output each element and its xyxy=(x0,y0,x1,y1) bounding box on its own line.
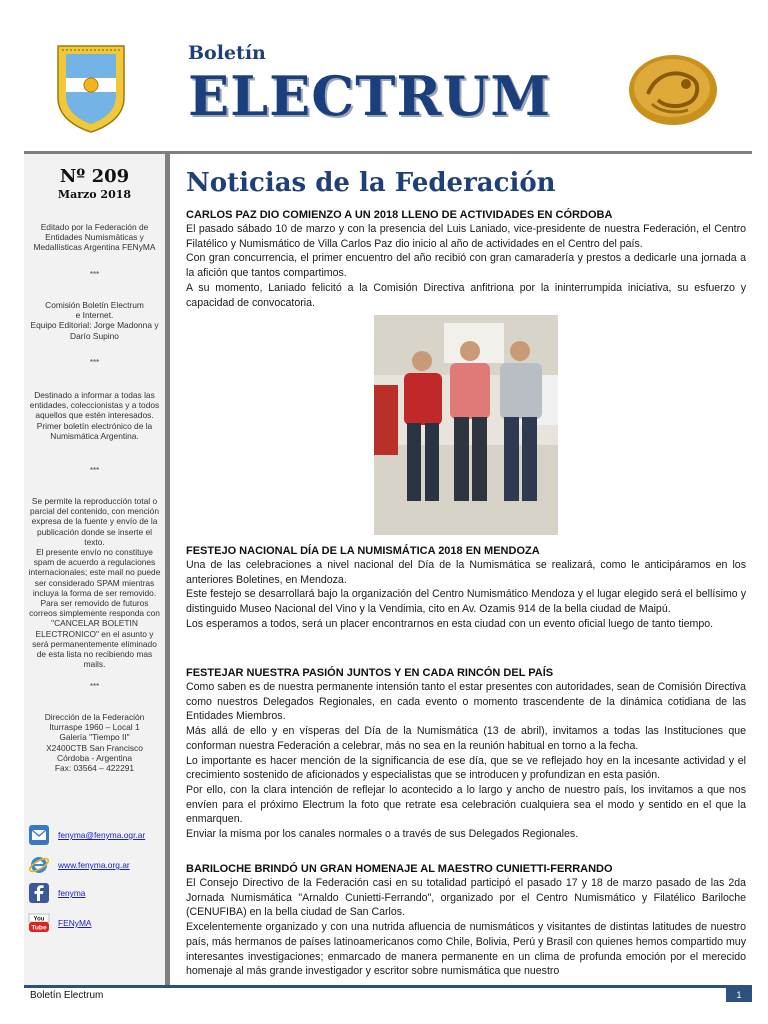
issue-date: Marzo 2018 xyxy=(57,188,132,201)
sidebar-publisher: Editado por la Federación de Entidades Numismáticas y Medallísticas Argentina FENyMA xyxy=(33,222,156,253)
article-paragraph: Los esperamos a todos, será un placer encontrarnos en esta ciudad con un evento oficial luego de tanto tiempo. xyxy=(186,617,714,630)
event-photo xyxy=(374,315,558,535)
svg-text:You: You xyxy=(33,916,45,923)
facebook-link[interactable]: fenyma xyxy=(58,888,86,898)
page-number: 1 xyxy=(726,988,752,1002)
sidebar-purpose: Destinado a informar a todas las entidades, coleccionistas y a todos aquellos que estén interesados. Primer boletín electrónico de la Numismática Argentina. xyxy=(29,390,160,441)
youtube-link[interactable]: FENyMA xyxy=(58,918,92,928)
sidebar-disclaimer: Se permite la reproducción total o parcial del contenido, con mención expresa de la fuente y envío de la publicación donde se inserte el texto. El presente envío no constituye spam de acuerdo a regulaciones internacionales; este mail no puede ser considerado SPAM mientras incluya la forma de ser removido. Para ser removido de futuros correos simplemente responda con "CANCELAR BOLETIN ELECTRONICO" en el asunto y será permanentemente eliminado de esta lista no recibiendo mas mails. xyxy=(28,496,161,670)
email-icon xyxy=(28,824,50,846)
contact-email[interactable] xyxy=(28,824,163,846)
article-paragraph: Excelentemente organizado y con una nutrida afluencia de numismáticos y visitantes de distintas latitudes de nuestro país, más hermanos de países latinoamericanos como Chile, Bolivia, Perú y Brasil con quienes hemos compartido muy interesantes investigaciones; enmarcado de manera permanente en un clima de profunda emoción por el merecido homenaje al más grande investigador y escritor sobre numismática que nuestro xyxy=(186,921,746,978)
brand-title: ELECTRUM xyxy=(188,64,552,128)
contact-web[interactable] xyxy=(28,854,163,876)
footer-label: Boletín Electrum xyxy=(30,990,104,1001)
svg-text:Tube: Tube xyxy=(31,924,47,932)
footer-rule xyxy=(24,985,752,988)
website-link[interactable]: www.fenyma.org.ar xyxy=(58,860,130,870)
sidebar-separator: *** xyxy=(89,270,100,279)
federation-seal-logo xyxy=(54,42,128,134)
section-title: Noticias de la Federación xyxy=(186,168,556,198)
youtube-icon xyxy=(28,912,50,934)
article-mendoza xyxy=(186,544,746,632)
article-carlos-paz xyxy=(186,208,746,310)
article-paragraph: Como saben es de nuestra permanente intensión tanto el estar presentes con autoridades, sean de Comisión Directiva como nuestros Delegados Regionales, en cada evento o momento trascendente de la dinámica cotidiana de las Entidades Miembros. xyxy=(186,681,746,723)
article-paragraph: El pasado sábado 10 de marzo y con la presencia del Luis Laniado, vice-presidente de nuestra Federación, el Centro Filatélico y Numismático de Villa Carlos Paz dio inicio al año de actividades en el Centro del país. xyxy=(186,223,746,250)
article-heading: BARILOCHE BRINDÓ UN GRAN HOMENAJE AL MAESTRO CUNIETTI-FERRANDO xyxy=(186,863,613,875)
email-link[interactable]: fenyma@fenyma.ogr.ar xyxy=(58,830,146,840)
article-bariloche xyxy=(186,862,746,979)
contact-facebook[interactable] xyxy=(28,882,163,904)
contact-youtube[interactable] xyxy=(28,912,163,934)
facebook-icon xyxy=(28,882,50,904)
sidebar-editorial: Comisión Boletín Electrum e Internet. Equipo Editorial: Jorge Madonna y Darío Supino xyxy=(30,300,159,341)
sidebar-separator: *** xyxy=(89,682,100,691)
brand-small-title: Boletín xyxy=(188,42,266,64)
electrum-coin-image xyxy=(628,54,718,126)
article-heading: FESTEJAR NUESTRA PASIÓN JUNTOS Y EN CADA RINCÓN DEL PAÍS xyxy=(186,667,554,679)
internet-explorer-icon xyxy=(28,854,50,876)
sidebar-address: Dirección de la Federación Iturraspe 1960 – Local 1 Galería "Tiempo II" X2400CTB San Francisco Córdoba - Argentina Fax: 03564 – 422291 xyxy=(44,712,145,774)
article-paragraph: El Consejo Directivo de la Federación casi en su totalidad participó el pasado 17 y 18 de marzo pasado de las 2da Jornada Numismática "Arnaldo Cunietti-Ferrando", organizado por el Centro Numismático y Filatélico Bariloche (CENUFIBA) en la bella ciudad de San Carlos. xyxy=(186,877,746,919)
article-heading: FESTEJO NACIONAL DÍA DE LA NUMISMÁTICA 2018 EN MENDOZA xyxy=(186,545,540,557)
issue-number: Nº 209 xyxy=(59,166,130,187)
article-heading: CARLOS PAZ DIO COMIENZO A UN 2018 LLENO DE ACTIVIDADES EN CÓRDOBA xyxy=(186,209,613,221)
article-paragraph: A su momento, Laniado felicitó a la Comisión Directiva anfitriona por la ininterrumpida iniciativa, su esfuerzo y capacidad de convocatoria. xyxy=(186,281,746,309)
sidebar-separator: *** xyxy=(89,466,100,475)
sidebar-separator: *** xyxy=(89,358,100,367)
article-paragraph: Enviar la misma por los canales normales o a través de sus Delegados Regionales. xyxy=(186,828,579,841)
article-paragraph: Lo importante es hacer mención de la significancia de ese día, que se ve reflejado hoy en la incesante actividad y el crecimiento sostenido de aficionados y especialistas que se introducen y profundizan en esta pasión. xyxy=(186,754,746,782)
sidebar-divider xyxy=(165,154,170,986)
article-paragraph: Este festejo se desarrollará bajo la organización del Centro Numismático Mendoza y el lugar elegido será el bellísimo y distinguido Museo Nacional del Vino y la Vendimia, cito en Av. Ozamis 914 de la bella ciudad de Maipú. xyxy=(186,588,746,616)
article-paragraph: Una de las celebraciones a nivel nacional del Día de la Numismática se realizará, como le anticipáramos en los anteriores Boletines, en Mendoza. xyxy=(186,559,746,586)
article-paragraph: Más allá de ello y en vísperas del Día de la Numismática (13 de abril), invitamos a todas las Instituciones que conforman nuestra Federación a celebrar, más no sea en la reunión habitual en torno a la fecha. xyxy=(186,725,746,752)
article-festejar xyxy=(186,666,746,842)
article-paragraph: Por ello, con la clara intención de reflejar lo acontecido a lo largo y ancho de nuestro país, los invitamos a que nos envíen para el próximo Electrum la foto que retrate esa celebración cualquiera sea el modo y sentido en el que la enmarquen. xyxy=(186,783,746,826)
sidebar xyxy=(24,154,165,986)
article-paragraph: Con gran concurrencia, el primer encuentro del año recibió con gran camaradería y prestos a dedicarle una jornada a la afición que tantos compartimos. xyxy=(186,252,746,280)
